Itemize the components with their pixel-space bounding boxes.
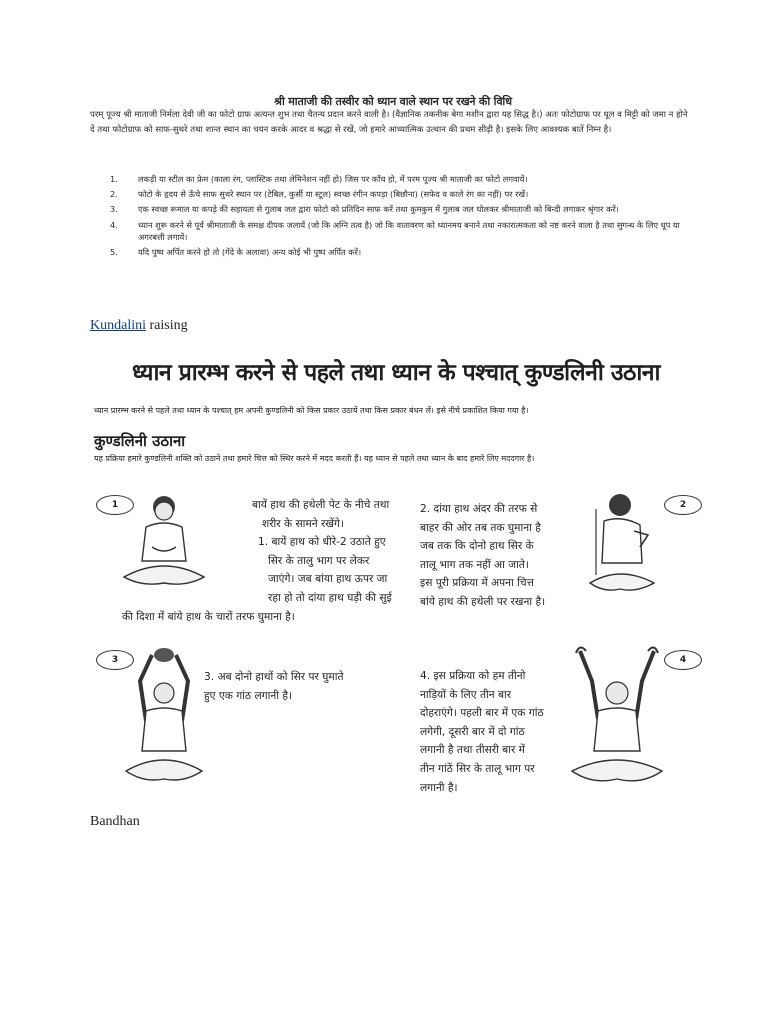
step-1-badge: 1 [96, 495, 134, 515]
list-item: 3. एक स्वच्छ रूमाल या कपड़े की सहायता से गुलाब जल द्वारा फोटो को प्रतिदिन साफ करें तथा कुमकुम में गुलाब जल घोलकर श्रीमाताजी को बिन्दी लगाकर श्रृंगार करें। [110, 204, 619, 215]
kundalini-raising-caption [90, 318, 188, 334]
bandhan-label: Bandhan [90, 814, 140, 829]
step-3-badge: 3 [96, 650, 134, 670]
step-1-text: बायें हाथ की हथेली पेट के नीचे तथा शरीर के सामने रखेंगे। 1. बायें हाथ को धीरे-2 उठाते हुए सिर के तालु भाग पर लेकर जाएंगे। जब बांया हाथ ऊपर जा रहा हो तो दांया हाथ घड़ी की सुई की दिशा में बांये हाथ के चारों तरफ घुमाना है। [122, 499, 392, 623]
scan2-section-title: कुण्डलिनी उठाना [94, 432, 186, 450]
list-item: 4. ध्यान शुरू करने से पूर्व श्रीमाताजी के समक्ष दीपक जलायें (जो कि अग्नि तत्व है) जो कि वातावरण को ध्यानमय बनाने तथा नकारात्मकता को नष्ट करने वाला है तथा सुगन्ध के लिए धूप या अगरबत्ती लगायें। [110, 219, 680, 242]
scan1-intro: परम् पूज्य श्री माताजी निर्मला देवी जी का फोटो ग्राफ अत्यन्त शुभ तथा चैतन्य प्रदान करने वाली है। (वैज्ञानिक तकनीक बेगा मशीन द्वारा यह सिद्ध है।) अतः फोटोग्राफ पर धूल व मिट्टी को जमा न होने दें तथा फोटोग्राफ को साफ-सुथरे तथा शान्त स्थान का चयन करके आदर व श्रद्धा से रखें, जो हमारे आध्यात्मिक उत्थान की प्रथम सीढ़ी है। इसके लिए आवश्यक बातें निम्न है। [90, 110, 688, 135]
meditating-figure-2-icon [588, 491, 658, 601]
list-item: 2. फोटो के हृदय से ऊँचे साफ सुथरे स्थान पर (टेबिल, कुर्सी या स्टूल) स्वच्छ रंगीन कपड़ा (बिछौना) (सफेद व काले रंग का नहीं) पर रखें। [110, 189, 529, 200]
list-item: 1. लकड़ी या स्टील का फ्रेम (काला रंग, प्लास्टिक तथा लेमिनेशन नहीं हो) जिस पर काँच हो, में परम पूज्य श्री माताजी का फोटो लगवायें। [110, 174, 528, 184]
list-item: 5. यदि पुष्प अर्पित करने हो तो (गेंदे के अलावा) अन्य कोई भी पुष्प अर्पित करें। [110, 247, 362, 258]
step-2-text: 2. दांया हाथ अंदर की तरफ से बाहर की ओर तब तक घुमाना है जब तक कि दोनो हाथ सिर के तालू भाग तक नहीं आ जाते। इस पूरी प्रक्रिया में अपना चित्त बांये हाथ की हथेली पर रखना है। [420, 503, 546, 608]
scan2-subheading: ध्यान प्रारम्भ करने से पहले तथा ध्यान के पश्चात् हम अपनी कुण्डलिनी को किस प्रकार उठायें तथा किस प्रकार बंधन लें। इसे नीचे प्रकाशित किया गया है। [94, 406, 529, 415]
step-2-badge: 2 [664, 495, 702, 515]
scan2-heading: ध्यान प्रारम्भ करने से पहले तथा ध्यान के पश्चात् कुण्डलिनी उठाना [131, 360, 661, 386]
scan1-instruction-list [110, 173, 692, 261]
kundalini-link[interactable]: Kundalini [90, 318, 146, 333]
photo-placement-scan [88, 88, 698, 300]
step-4-text: 4. इस प्रक्रिया को हम तीनो नाड़ियों के लिए तीन बार दोहराएंगे। पहली बार में एक गांठ लगेगी, दूसरी बार में दो गांठ लगानी है तथा तीसरी बार में तीन गांठें सिर के तालू भाग पर लगानी है। [420, 670, 544, 794]
step-4-badge: 4 [664, 650, 702, 670]
meditating-figure-1-icon [116, 491, 208, 591]
step-3-text: 3. अब दोनो हाथों को सिर पर घुमाते हुए एक गांठ लगानी है। [204, 671, 344, 702]
scan2-section-desc: यह प्रक्रिया हमारे कुण्डलिनी शक्ति को उठाने तथा हमारे चित्त को स्थिर करने में मदद करती हैं। यह ध्यान से पहले तथा ध्यान के बाद हमारे लिए मददगार है। [94, 454, 535, 463]
scan1-title: श्री माताजी की तस्वीर को ध्यान वाले स्थान पर रखने की विधि [274, 95, 512, 108]
meditating-figure-4-icon [562, 641, 672, 791]
meditating-figure-3-icon [124, 641, 204, 791]
caption-rest: raising [146, 318, 188, 333]
kundalini-raising-scan [90, 345, 702, 800]
